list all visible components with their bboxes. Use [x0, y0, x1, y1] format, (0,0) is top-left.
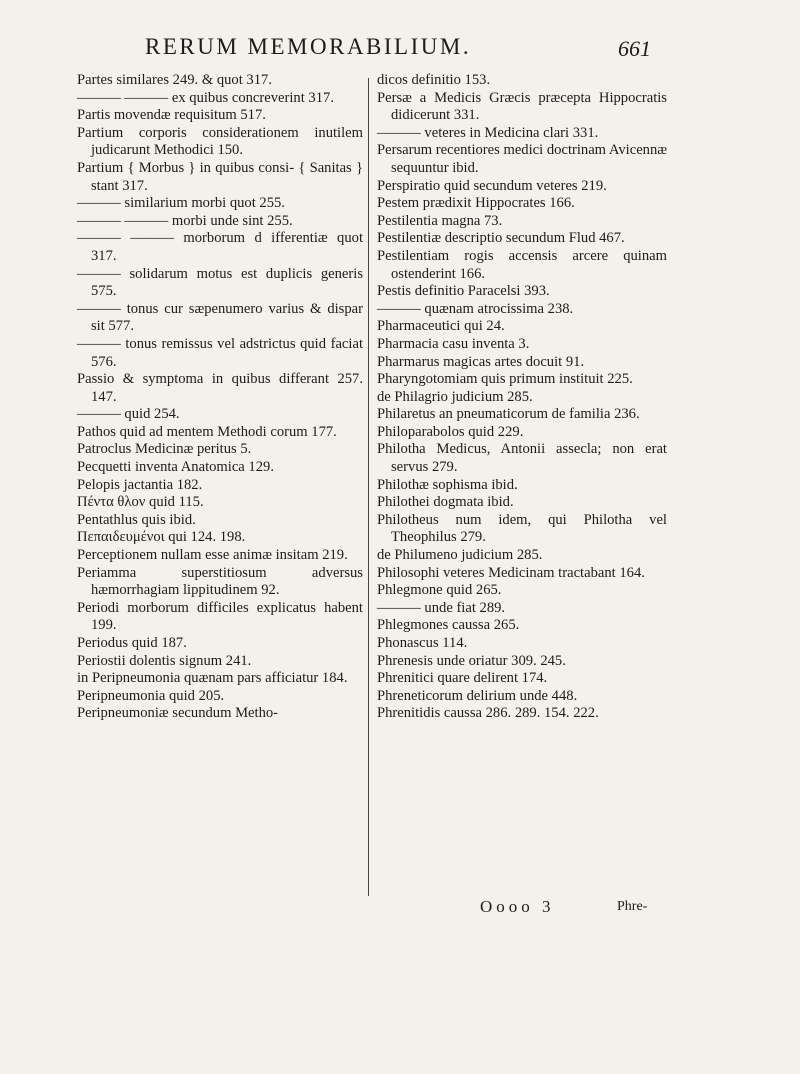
- index-entry: Philoparabolos quid 229.: [377, 423, 524, 440]
- index-entry: Pharmacia casu inventa 3.: [377, 335, 530, 352]
- index-entry: ——— quid 254.: [77, 406, 180, 423]
- index-entry: in Peripneumonia quænam pars afficiatur 184.: [77, 670, 348, 687]
- index-entry: Πέντα θλον quid 115.: [77, 494, 204, 511]
- index-entry: Passio & symptoma in quibus differant 257. 147.: [77, 371, 363, 405]
- index-entry: Partis movendæ requisitum 517.: [77, 107, 266, 124]
- index-entry: Phrenesis unde oriatur 309. 245.: [377, 652, 566, 669]
- index-entry: Perceptionem nullam esse animæ insitam 219.: [77, 547, 348, 564]
- index-entry: ——— solidarum motus est duplicis generis 575.: [77, 265, 363, 300]
- index-entry: de Philagrio judicium 285.: [377, 388, 533, 405]
- index-entry: ——— veteres in Medicina clari 331.: [377, 124, 599, 141]
- index-entry: Persæ a Medicis Græcis præcepta Hippocratis didicerunt 331.: [377, 89, 667, 124]
- index-entry: Pestis definitio Paracelsi 393.: [377, 283, 550, 300]
- index-entry: ——— unde fiat 289.: [377, 599, 506, 616]
- index-entry: Phreneticorum delirium unde 448.: [377, 687, 578, 704]
- index-entry: ——— quænam atrocissima 238.: [377, 300, 574, 317]
- index-entry: Peripneumonia quid 205.: [77, 687, 225, 704]
- index-entry: Philotheus num idem, qui Philotha vel Theophilus 279.: [377, 511, 667, 546]
- index-entry: de Philumeno judicium 285.: [377, 547, 543, 564]
- index-entry: Pathos quid ad mentem Methodi corum 177.: [77, 423, 337, 440]
- index-entry: Patroclus Medicinæ peritus 5.: [77, 441, 252, 458]
- index-entry: Phonascus 114.: [377, 635, 468, 651]
- index-entry: Perspiratio quid secundum veteres 219.: [377, 177, 607, 194]
- index-entry: Pestilentiam rogis accensis arcere quinam ostenderint 166.: [377, 247, 667, 282]
- index-entry: Pharyngotomiam quis primum instituit 225.: [377, 371, 633, 388]
- index-entry: Philothei dogmata ibid.: [377, 494, 514, 511]
- index-entry: Periodus quid 187.: [77, 635, 187, 651]
- signature-mark: Oooo 3: [480, 897, 555, 916]
- index-entry: Phlegmone quid 265.: [377, 582, 502, 599]
- index-entry: Partium corporis considerationem inutilem judicarunt Methodici 150.: [77, 124, 363, 159]
- index-entry: Phrenitici quare delirent 174.: [377, 670, 548, 687]
- index-entry: Pestilentia magna 73.: [377, 212, 503, 229]
- index-entry: Pharmarus magicas artes docuit 91.: [377, 353, 585, 370]
- index-entry: Pentathlus quis ibid.: [77, 511, 196, 528]
- index-entry: ——— ——— morbi unde sint 255.: [77, 212, 293, 229]
- index-entry: Peripneumoniæ secundum Metho-: [77, 705, 279, 722]
- page-number: 661: [618, 36, 651, 61]
- running-head: RERUM MEMORABILIUM.: [145, 34, 472, 59]
- index-entry: Periodi morborum difficiles explicatus habent 199.: [77, 599, 363, 634]
- index-entry: dicos definitio 153.: [377, 72, 491, 88]
- index-entry: Phrenitidis caussa 286. 289. 154. 222.: [377, 705, 599, 722]
- index-entry: ——— ——— morborum d ifferentiæ quot 317.: [77, 230, 363, 264]
- index-entry: ——— ——— ex quibus concreverint 317.: [77, 89, 334, 106]
- index-entry: Πεπαιδευμένοι qui 124. 198.: [77, 529, 246, 546]
- index-entry: Philotha Medicus, Antonii assecla; non erat servus 279.: [377, 441, 667, 476]
- index-entry-bracketed: Partium { Morbus } in quibus consi- { Sanitas } stant 317.: [77, 159, 363, 194]
- index-entry: Periamma superstitiosum adversus hæmorrhagiam lippitudinem 92.: [77, 564, 363, 599]
- index-column-left: [77, 72, 363, 723]
- index-entry: Philothæ sophisma ibid.: [377, 476, 518, 493]
- index-entry: Pelopis jactantia 182.: [77, 476, 203, 493]
- index-entry: Periostii dolentis signum 241.: [77, 652, 252, 669]
- index-entry: Pharmaceutici qui 24.: [377, 318, 505, 335]
- index-entry: ——— tonus cur sæpenumero varius & dispar sit 577.: [77, 300, 363, 335]
- index-entry: Philosophi veteres Medicinam tractabant 164.: [377, 564, 645, 581]
- index-entry: Philaretus an pneumaticorum de familia 236.: [377, 406, 640, 423]
- index-column-right: [377, 72, 667, 723]
- index-entry: ——— tonus remissus vel adstrictus quid faciat 576.: [77, 335, 363, 370]
- index-entry: ——— similarium morbi quot 255.: [77, 195, 285, 212]
- index-entry: Persarum recentiores medici doctrinam Avicennæ sequuntur ibid.: [377, 142, 667, 176]
- index-entry: Pestilentiæ descriptio secundum Flud 467.: [377, 230, 625, 247]
- column-divider: [368, 78, 369, 896]
- catchword: Phre-: [617, 899, 648, 914]
- index-entry: Pestem prædixit Hippocrates 166.: [377, 195, 575, 212]
- index-entry: Phlegmones caussa 265.: [377, 617, 520, 634]
- index-entry: Partes similares 249. & quot 317.: [77, 72, 272, 88]
- index-entry: Pecquetti inventa Anatomica 129.: [77, 459, 274, 476]
